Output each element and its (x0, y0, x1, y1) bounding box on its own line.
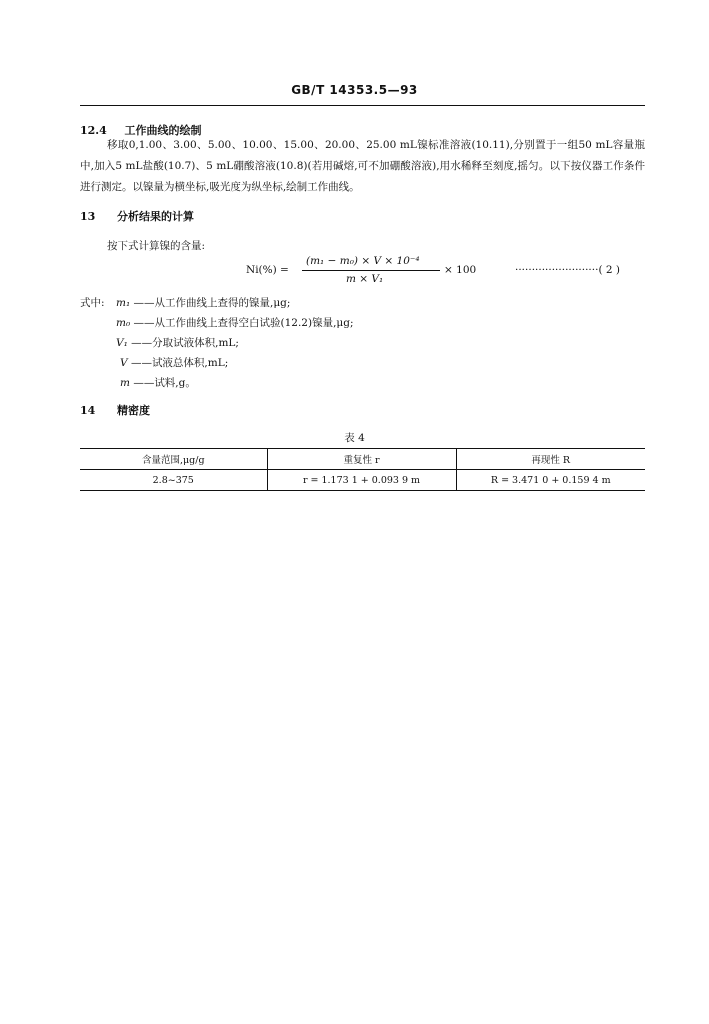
variable-desc: ——分取试液体积,mL; (131, 337, 239, 349)
table-cell: R = 3.471 0 + 0.159 4 m (456, 470, 645, 491)
variable-desc: ——从工作曲线上查得的镍量,μg; (133, 297, 291, 309)
variable-desc: ——试液总体积,mL; (130, 357, 229, 369)
variable-symbol: m₁ (116, 297, 131, 309)
table-header-row (80, 449, 645, 470)
variable-row (116, 315, 354, 330)
fraction-bar (302, 270, 440, 271)
precision-table (80, 448, 645, 491)
section-title: 精密度 (117, 404, 150, 417)
formula-denominator: m × V₁ (346, 273, 384, 285)
variable-desc: ——试料,g。 (133, 377, 196, 389)
standard-code-header: GB/T 14353.5—93 (291, 83, 418, 97)
formula-multiplier: × 100 (444, 264, 477, 276)
variable-symbol: V₁ (116, 337, 128, 349)
section-number: 14 (80, 404, 96, 417)
section-14-heading (80, 402, 150, 418)
table-row (80, 470, 645, 491)
variable-row (120, 375, 196, 390)
formula-intro: 按下式计算镍的含量: (107, 240, 206, 252)
variable-symbol: m₀ (116, 317, 131, 329)
table-cell: 2.8~375 (80, 470, 267, 491)
table-cell: r = 1.173 1 + 0.093 9 m (267, 470, 456, 491)
section-number: 12.4 (80, 124, 107, 137)
header-rule (80, 105, 645, 106)
section-title: 工作曲线的绘制 (124, 124, 202, 137)
formula-lhs: Ni(%) = (246, 264, 289, 276)
variable-row (120, 355, 228, 370)
section-12-4-paragraph: 移取0,1.00、3.00、5.00、10.00、15.00、20.00、25.00 mL镍标准溶液(10.11),分别置于一组50 mL容量瓶中,加入5 mL盐酸(10.7)、5 mL硼酸溶液(10.8)(若用碱熔,可不加硼酸溶液),用水稀释至刻度,摇匀。以下按仪器工作条件进行测定。以镍量为横坐标,吸光度为纵坐标,绘制工作曲线。 (80, 139, 645, 193)
variable-row (116, 335, 239, 350)
where-label: 式中: (80, 297, 105, 309)
section-number: 13 (80, 210, 96, 223)
table-caption: 表 4 (344, 432, 365, 444)
table-header-cell: 重复性 r (267, 449, 456, 470)
variable-symbol: V (120, 357, 128, 369)
variable-symbol: m (120, 377, 130, 389)
table-header-cell: 再现性 R (456, 449, 645, 470)
section-title: 分析结果的计算 (117, 210, 194, 223)
table-header-cell: 含量范围,μg/g (80, 449, 267, 470)
variable-row (116, 295, 290, 310)
formula-number: ·························( 2 ) (515, 264, 620, 276)
section-13-heading (80, 208, 194, 224)
formula-numerator: (m₁ − m₀) × V × 10⁻⁴ (306, 255, 420, 267)
variable-desc: ——从工作曲线上查得空白试验(12.2)镍量,μg; (133, 317, 354, 329)
